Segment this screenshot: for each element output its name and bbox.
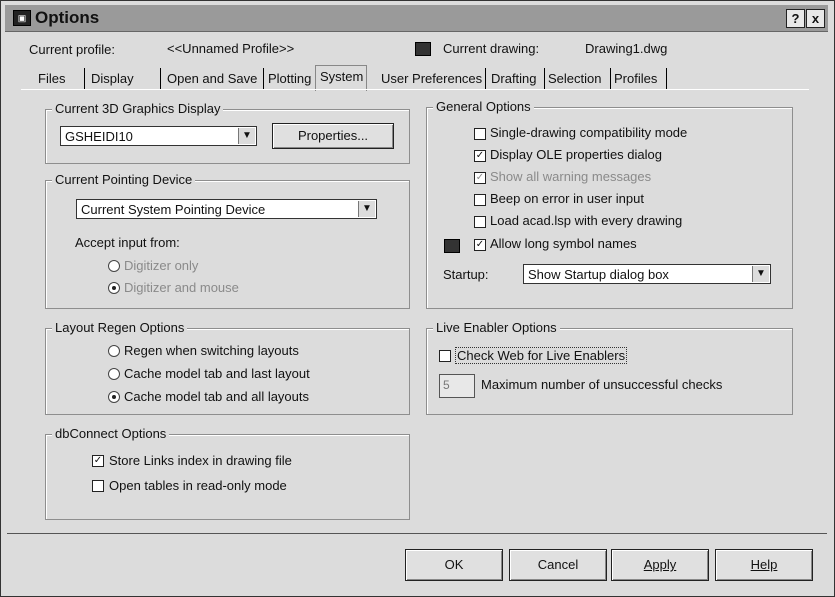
tab-open-and-save[interactable]: Open and Save [164,68,264,90]
regen-switching-radio[interactable] [108,345,120,357]
startup-label: Startup: [443,267,489,282]
cache-all-layouts-label: Cache model tab and all layouts [124,389,310,404]
beep-error-checkbox[interactable] [474,194,486,206]
ole-dialog-label: Display OLE properties dialog [490,147,662,162]
dbconnect-group-title: dbConnect Options [52,426,169,441]
pointing-group-title: Current Pointing Device [52,172,195,187]
tab-drafting[interactable]: Drafting [488,68,545,90]
digitizer-only-label: Digitizer only [124,258,199,273]
pointing-combo-value: Current System Pointing Device [81,202,266,217]
help-button[interactable]: Help [715,549,813,581]
general-group-title: General Options [433,99,534,114]
store-links-checkbox[interactable]: ✓ [93,455,103,466]
max-checks-value: 5 [443,378,450,392]
chevron-down-icon[interactable]: ▼ [358,201,375,217]
apply-button[interactable]: Apply [611,549,709,581]
tab-user-preferences[interactable]: User Preferences [378,68,486,90]
max-checks-label: Maximum number of unsuccessful checks [481,377,723,392]
tab-files[interactable]: Files [38,68,85,90]
digitizer-and-mouse-radio[interactable] [108,282,120,294]
title-bar[interactable] [5,5,828,32]
digitizer-and-mouse-label: Digitizer and mouse [124,280,239,295]
tab-divider [21,89,809,90]
single-drawing-label: Single-drawing compatibility mode [490,125,688,140]
tab-system[interactable]: System [315,65,367,91]
cache-all-layouts-radio[interactable] [108,391,120,403]
load-acad-label: Load acad.lsp with every drawing [490,213,683,228]
dbconnect-group [45,426,410,520]
digitizer-only-radio[interactable] [108,260,120,272]
layout-regen-group-title: Layout Regen Options [52,320,187,335]
tab-profiles[interactable]: Profiles [611,68,667,90]
startup-combo[interactable] [523,264,771,284]
read-only-label: Open tables in read-only mode [109,478,287,493]
beep-error-label: Beep on error in user input [490,191,644,206]
long-symbol-label: Allow long symbol names [490,236,637,251]
regen-switching-label: Regen when switching layouts [124,343,299,358]
tab-display[interactable]: Display [88,68,161,90]
registry-icon [444,239,460,253]
startup-combo-value: Show Startup dialog box [528,267,669,282]
footer-divider [7,533,827,534]
store-links-label: Store Links index in drawing file [109,453,292,468]
general-group [426,99,793,309]
tab-selection[interactable]: Selection [545,68,611,90]
cache-last-layout-label: Cache model tab and last layout [124,366,310,381]
graphics-combo-value: GSHEIDI10 [65,129,133,144]
ok-button[interactable]: OK [405,549,503,581]
cache-last-layout-radio[interactable] [108,368,120,380]
max-checks-spinner[interactable] [439,374,475,398]
pointing-combo[interactable] [76,199,377,219]
app-icon: ▣ [13,10,31,26]
graphics-combo[interactable] [60,126,257,146]
live-enabler-group [426,320,793,415]
live-enabler-checkbox[interactable] [439,350,451,362]
help-title-button[interactable]: ? [786,9,805,28]
chevron-down-icon[interactable]: ▼ [238,128,255,144]
window-title: Options [35,8,100,27]
profile-label: Current profile: [29,42,115,57]
read-only-checkbox[interactable] [92,480,104,492]
drawing-value: Drawing1.dwg [585,41,668,56]
ole-dialog-checkbox[interactable]: ✓ [475,150,485,161]
close-button[interactable]: x [806,9,825,28]
long-symbol-checkbox[interactable]: ✓ [475,239,485,250]
layout-regen-group [45,320,410,415]
live-enabler-label: Check Web for Live Enablers [457,348,626,363]
accept-input-label: Accept input from: [75,235,180,250]
single-drawing-checkbox[interactable] [474,128,486,140]
live-enabler-group-title: Live Enabler Options [433,320,560,335]
chevron-down-icon[interactable]: ▼ [752,266,769,282]
graphics-group-title: Current 3D Graphics Display [52,101,223,116]
properties-button[interactable]: Properties... [272,123,394,149]
warning-messages-checkbox[interactable]: ✓ [475,172,485,183]
drawing-icon [415,42,431,56]
cancel-button[interactable]: Cancel [509,549,607,581]
profile-value: <<Unnamed Profile>> [167,41,295,56]
graphics-group [45,101,410,164]
tab-plotting[interactable]: Plotting [268,71,312,86]
drawing-label: Current drawing: [443,41,540,56]
pointing-group [45,172,410,309]
load-acad-checkbox[interactable] [474,216,486,228]
warning-messages-label: Show all warning messages [490,169,652,184]
